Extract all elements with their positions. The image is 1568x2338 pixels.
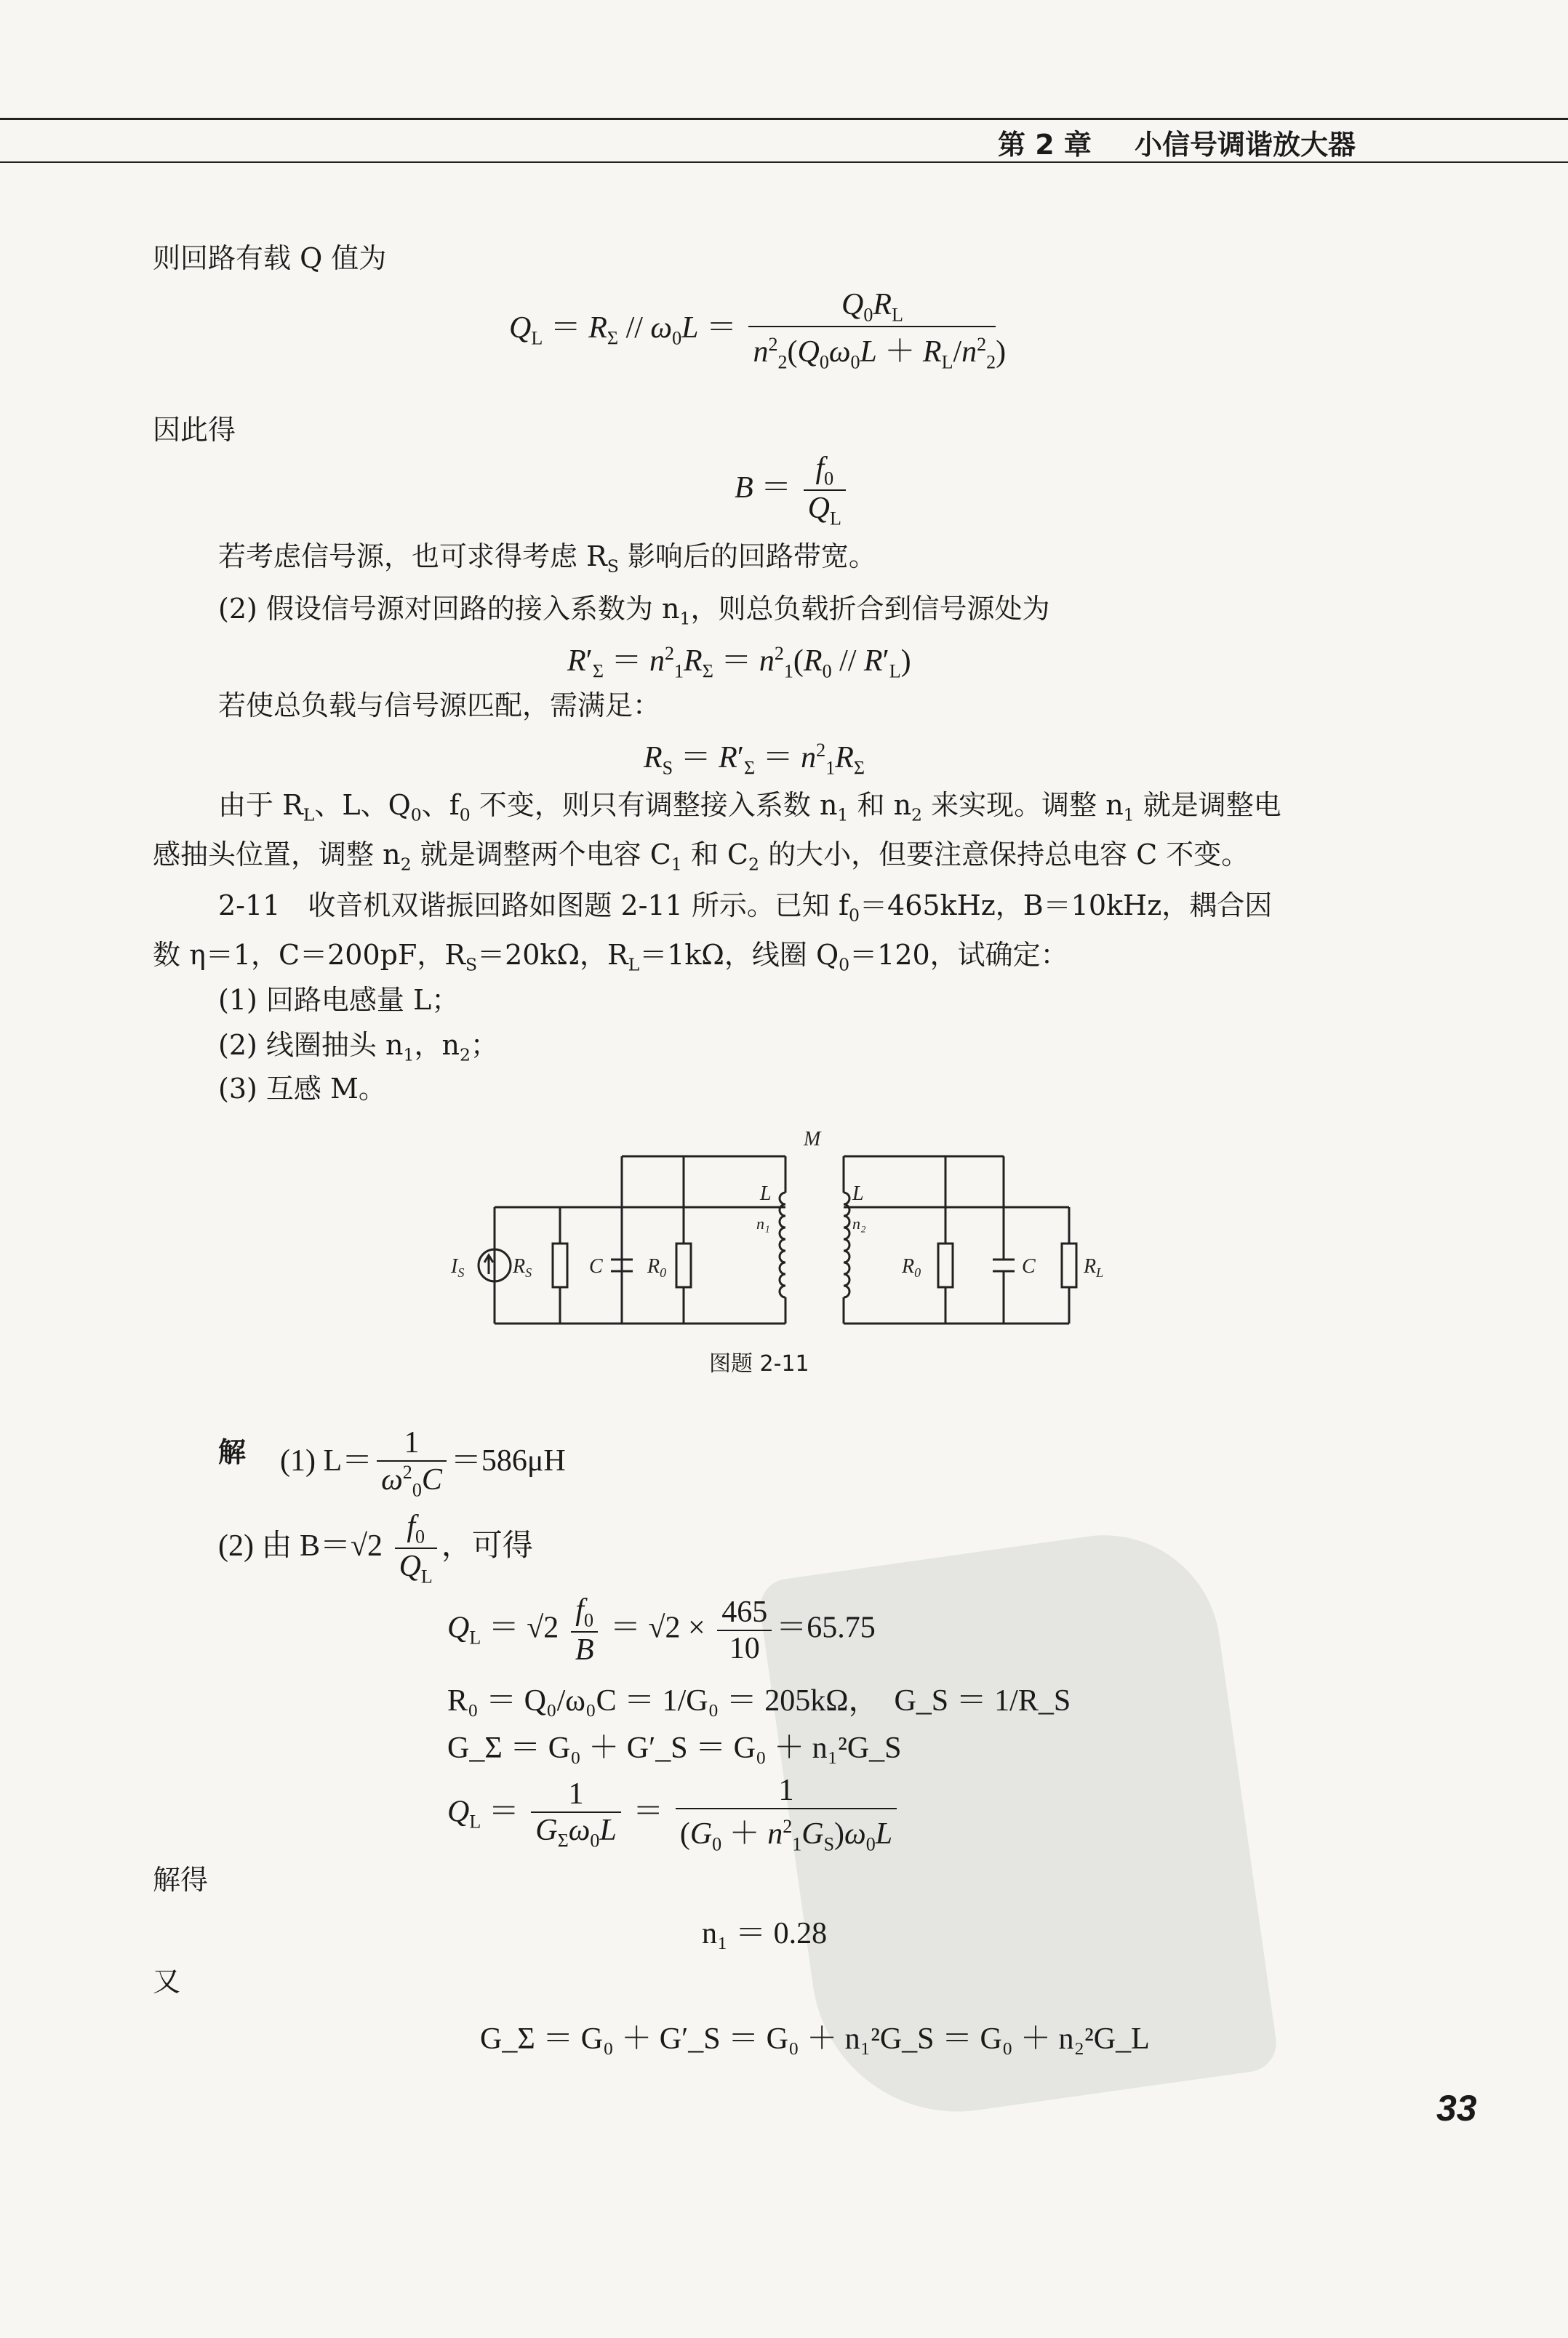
label-l-secondary: L	[852, 1182, 864, 1205]
text-line-problem-a: 2-11 收音机双谐振回路如图题 2-11 所示。已知 $f_0=465kHz$，B＝10kHz，耦合因	[218, 889, 1273, 926]
circuit-diagram	[436, 1120, 1164, 1338]
primary-coil	[780, 1193, 785, 1297]
equation-n1-result: n₁ ＝ 0.28	[702, 1917, 828, 1950]
r0-primary-resistor	[676, 1244, 691, 1287]
label-rs: $R_S$	[513, 1255, 532, 1280]
text-also: 又	[153, 1966, 181, 1998]
text-line-access-ratio: (2) 假设信号源对回路的接入系数为 $n_1$，则总负载折合到信号源处为	[218, 593, 1050, 629]
text-line-adjust-1: 由于 $R_L$、L、$Q_0$、$f_0$ 不变，则只有调整接入系数 $n_1$ 和 $n_2$ 来实现。调整 $n_1$ 就是调整电	[218, 789, 1281, 825]
equation-r-sigma-prime: $R'_\Sigma = n^2_1R_\Sigma = n^2_1(R_0 // R'_L)$	[567, 643, 911, 682]
equation-rs-match: $R_S = R'_\Sigma = n^2_1R_\Sigma$	[644, 740, 865, 779]
equation-g-sigma: G_Σ ＝ G₀ ＋ G′_S ＝ G₀ ＋ n₁²G_S	[447, 1732, 902, 1765]
text-line-loaded-q: 则回路有载 Q 值为	[153, 242, 387, 274]
equation-ql-def: $Q_L = R_\Sigma // \omega_0L$ ＝ $\frac{Q_0R_L}{n^2_2(Q_0\omega_0L + R_L/n^2_2)}$	[509, 288, 1007, 373]
label-r0-primary: $R_0$	[647, 1255, 667, 1280]
chapter-label: 第 2 章	[998, 129, 1092, 161]
equation-l: (1) L＝ $\frac{1}{\omega^2_0C}$ ＝586μH	[280, 1426, 566, 1501]
equation-b-sqrt: (2) 由 B＝√2 $\frac{f_0}{Q_L}$ ，可得	[218, 1510, 533, 1588]
text-line-problem-b: 数 η＝1，C＝200pF，$R_S=20k\Omega$，$R_L=1k\Omega$，线圈 $Q_0=120$，试确定：	[153, 939, 1068, 975]
equation-r0: R₀ ＝ Q₀/ω₀C ＝ 1/G₀ ＝ 205kΩ， G_S ＝ 1/R_S	[447, 1684, 1071, 1718]
equation-ql-conductance: $Q_L$ ＝ $\frac{1}{G_\Sigma\omega_0L}$ ＝ $\frac{1}{(G_0 + n^2_1G_S)\omega_0L}$	[447, 1773, 901, 1855]
solution-label: 解	[218, 1436, 247, 1468]
figure-caption: 图题 2-11	[709, 1351, 809, 1377]
label-c-primary: C	[589, 1255, 603, 1278]
text-line-source: 若考虑信号源，也可求得考虑 $R_S$ 影响后的回路带宽。	[218, 540, 876, 577]
question-2: (2) 线圈抽头 $n_1$，$n_2$；	[218, 1029, 498, 1065]
equation-b: B ＝ $\frac{f_0}{Q_L}$	[735, 451, 850, 530]
secondary-coil	[844, 1193, 849, 1297]
r0-secondary-resistor	[938, 1244, 953, 1287]
label-m: M	[804, 1128, 821, 1150]
text-solve: 解得	[153, 1864, 209, 1896]
equation-ql-value: $Q_L = √2$ $\frac{f_0}{B}$ ＝ √2 × $\frac{465}{10}$ ＝65.75	[447, 1593, 876, 1668]
text-line-therefore: 因此得	[153, 414, 236, 446]
text-line-match: 若使总负载与信号源匹配，需满足：	[218, 689, 661, 721]
question-3: (3) 互感 M。	[218, 1073, 386, 1105]
label-n1: n₁	[756, 1214, 770, 1233]
label-c-secondary: C	[1022, 1255, 1036, 1278]
header-rule-top	[0, 118, 1568, 120]
label-is: $I_S$	[451, 1255, 465, 1280]
label-rl: $R_L$	[1084, 1255, 1104, 1280]
question-1: (1) 回路电感量 L；	[218, 984, 460, 1016]
label-n2: n₂	[852, 1214, 866, 1233]
chapter-title: 小信号调谐放大器	[1135, 129, 1356, 161]
label-r0-secondary: $R_0$	[902, 1255, 921, 1280]
equation-g-sigma-full: G_Σ ＝ G₀ ＋ G′_S ＝ G₀ ＋ n₁²G_S ＝ G₀ ＋ n₂²G_L	[480, 2022, 1150, 2056]
text-line-adjust-2: 感抽头位置，调整 $n_2$ 就是调整两个电容 $C_1$ 和 $C_2$ 的大小，但要注意保持总电容 C 不变。	[153, 838, 1249, 875]
label-l-primary: L	[760, 1182, 772, 1205]
page-number: 33	[1436, 2088, 1477, 2129]
rs-resistor	[553, 1244, 567, 1287]
rl-resistor	[1062, 1244, 1076, 1287]
header-rule-bottom	[0, 161, 1568, 163]
